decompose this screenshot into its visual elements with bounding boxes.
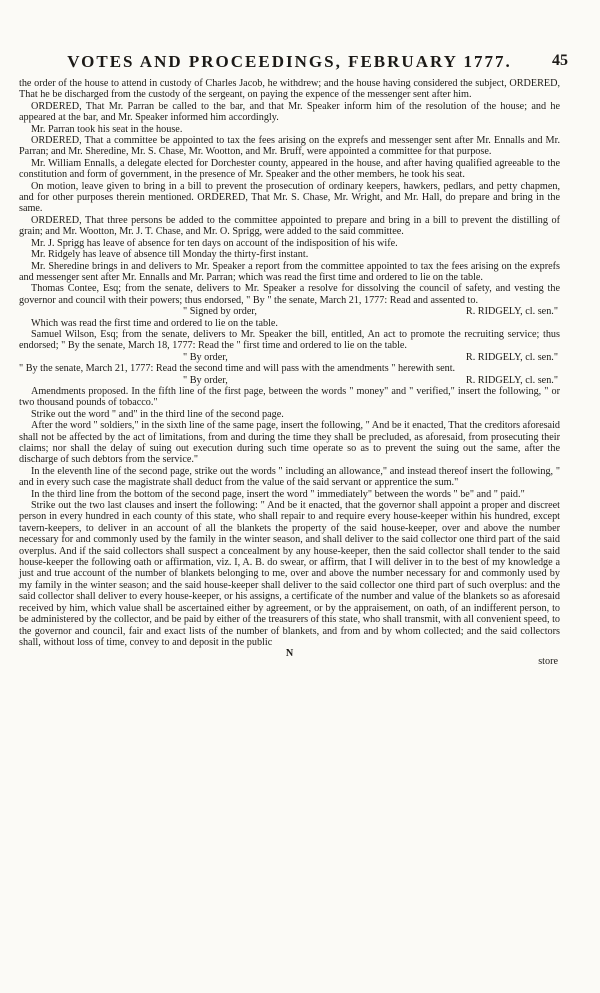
catchword: store [538, 656, 558, 668]
paragraph: Thomas Contee, Esq; from the senate, delivers to Mr. Speaker a resolve for dissolving the council of safety, and vesting the governor and council with their powers; thus endorsed, " By " the senate, March 21, 1777: Read and assented to. [19, 283, 560, 306]
paragraph: Which was read the first time and ordered to lie on the table. [31, 317, 278, 329]
signature-name: R. RIDGELY, cl. sen." [465, 374, 558, 386]
signature-line [19, 306, 560, 317]
paragraph: the order of the house to attend in custody of Charles Jacob, he withdrew; and the house having considered the subject, ORDERED, That he be discharged from the custody of the sergeant, on paying the expence of the messenger sent after him. [19, 78, 560, 101]
page-number: 45 [552, 52, 568, 69]
paragraph: ORDERED, That Mr. Parran be called to the bar, and that Mr. Speaker inform him of the resolution of the house; and he appeared at the bar, and Mr. Speaker informed him accordingly. [19, 100, 560, 124]
paragraph: Mr. Sheredine brings in and delivers to Mr. Speaker a report from the committee appointed to tax the fees arising on the exprefs and messenger sent after Mr. Ennalls and Mr. Parran; which was read the first time and ordered to lie on the table. [19, 260, 560, 283]
running-title: VOTES AND PROCEEDINGS, FEBRUARY 1777. [67, 52, 512, 71]
paragraph: After the word " soldiers," in the sixth line of the same page, insert the following, " And be it enacted, That the creditors aforesaid shall not be affected by the act of limitations, from and during the time they shall be precluded, as aforesaid, from prosecuting their claims; nor shall the delay of suing out execution during such time operate so as to prevent the suing out the same, after the discharge of such debtors from the service." [19, 420, 560, 466]
page-footer [19, 648, 560, 688]
paragraph: In the third line from the bottom of the second page, insert the word " immediately" between the words " be" and " paid." [31, 488, 525, 500]
endorsement-quote: " By the senate, March 21, 1777: Read the second time and will pass with the amendments " herewith sent. [19, 363, 456, 375]
paragraph: Mr. J. Sprigg has leave of absence for ten days on account of the indisposition of his wife. [31, 237, 398, 249]
paragraph: Mr. Parran took his seat in the house. [31, 123, 183, 135]
signature-mark: N [285, 648, 294, 660]
signature-by: " By order, [183, 374, 228, 386]
page-header [19, 0, 568, 78]
signature-line [19, 375, 560, 386]
paragraph: In the eleventh line of the second page, strike out the words " including an allowance," and instead thereof insert the following, " and in every such case the magistrate shall deduct from the value of the said servant or apprentice the sum." [19, 465, 560, 489]
signature-by: " By order, [183, 351, 228, 363]
signature-name: R. RIDGELY, cl. sen." [465, 306, 558, 318]
paragraph: Mr. William Ennalls, a delegate elected for Dorchester county, appeared in the house, and after having qualified agreeable to the constitution and form of government, in the presence of Mr. Speaker and the other members, he took his seat. [19, 157, 560, 181]
paragraph: Strike out the word " and" in the third line of the second page. [31, 408, 284, 420]
paragraph: ORDERED, That three persons be added to the committee appointed to prepare and bring in a bill to prevent the distilling of grain; and Mr. Wootton, Mr. J. T. Chase, and Mr. O. Sprigg, were added to the said committee. [19, 214, 560, 238]
signature-line [19, 352, 560, 363]
paragraph: Samuel Wilson, Esq; from the senate, delivers to Mr. Speaker the bill, entitled, An act to promote the recruiting service; thus endorsed; " By the senate, March 18, 1777: Read the " first time and ordered to lie on the table. [19, 328, 560, 352]
signature-by: " Signed by order, [183, 306, 257, 318]
paragraph: Strike out the two last clauses and insert the following: " And be it enacted, that the governor shall appoint a proper and discreet person in every hundred in each county of this state, who shall repair to and require every house-keeper within his hundred, except tavern-keepers, to deliver in an account of all the blankets the property of the said house-keeper, over and above the number necessary for and commonly used by the family in the winter season, and shall deliver to the said collector one third part of the said overplus. And if the said collectors shall suspect a concealment by any house-keeper, then the said collector shall tender to the said house-keeper the following oath or affirmation, viz. I, A. B. do swear, or affirm, that I will deliver in to the best of my knowledge a just and true account of the number of blankets belonging to me, over and above the number necessary for and commonly used by my family in the winter season; and the said house-keeper shall deliver to the said collector one third part of such overplus: and the said collector shall deliver to every house-keeper, or his assigns, a certificate of the number and value of the blankets so as aforesaid received by him, which value shall be ascertained either by agreement, or by the appraisement, on oath, of an indifferent person, to be administered by the collector, and be paid by either of the treasurers of this state, who shall transmit, with all convenient speed, to the governor and council, fair and exact lists of the number of blankets, and from and by whom collected; and the said collectors shall, without loss of time, convey to and deposit in the public [19, 500, 560, 648]
signature-name: R. RIDGELY, cl. sen." [465, 351, 558, 363]
paragraph: Mr. Ridgely has leave of absence till Monday the thirty-first instant. [31, 249, 309, 261]
paragraph: Amendments proposed. In the fifth line of the first page, between the words " money" and " verified," insert the following, " or two thousand pounds of tobacco." [19, 385, 560, 409]
paragraph: On motion, leave given to bring in a bill to prevent the prosecution of ordinary keepers, hawkers, pedlars, and petty chapmen, and for other purposes therein mentioned. ORDERED, That Mr. S. Chase, Mr. Wright, and Mr. Hall, do prepare and bring in the same. [19, 180, 560, 215]
journal-body [19, 78, 560, 648]
paragraph: ORDERED, That a committee be appointed to tax the fees arising on the exprefs and messenger sent after Mr. Ennalls and Mr. Parran; and Mr. Sheredine, Mr. S. Chase, Mr. Wootton, and Mr. Bruff, were appointed a committee for that purpose. [19, 135, 560, 158]
